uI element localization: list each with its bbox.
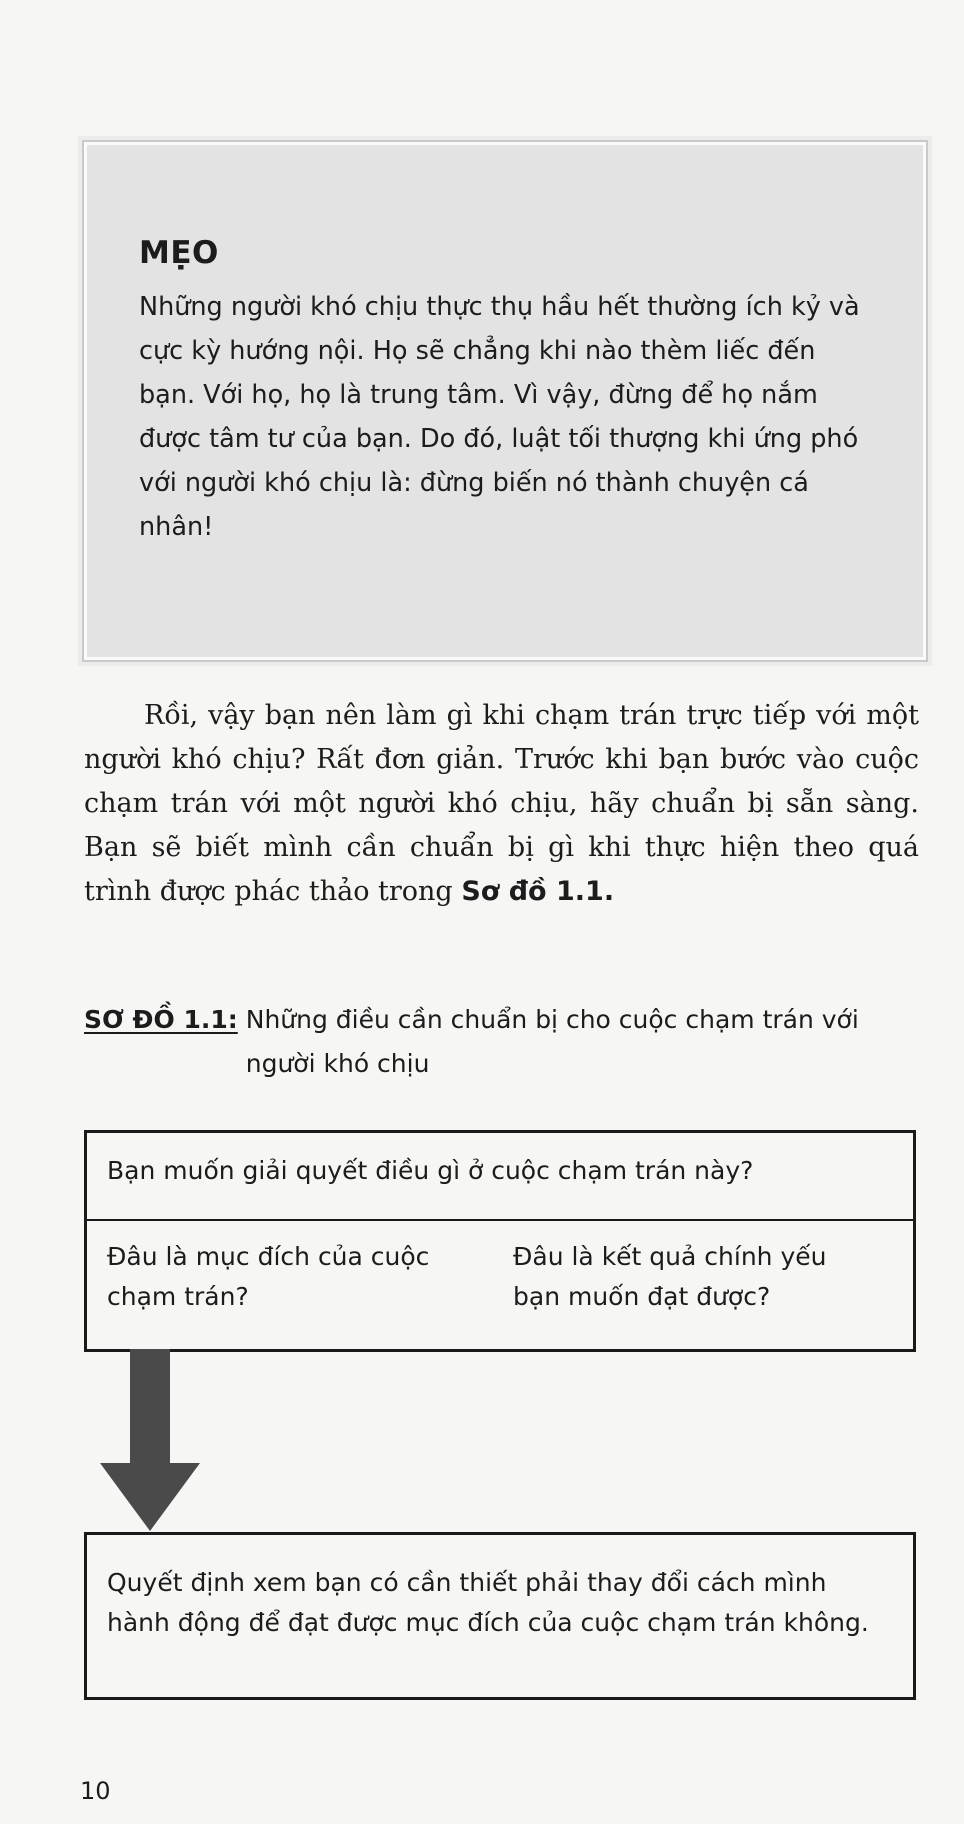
- diagram-reference: Sơ đồ 1.1.: [461, 876, 615, 907]
- diagram-caption-label: SƠ ĐỒ 1.1:: [84, 1005, 238, 1034]
- body-paragraph: [84, 694, 919, 914]
- page-number: 10: [80, 1777, 111, 1805]
- tip-box: [84, 142, 926, 660]
- diagram-main-question: Bạn muốn giải quyết điều gì ở cuộc chạm trán này?: [87, 1133, 913, 1221]
- diagram-question-purpose: Đâu là mục đích của cuộc chạm trán?: [107, 1242, 430, 1311]
- tip-title: MẸO: [139, 235, 219, 271]
- body-paragraph-text: Rồi, vậy bạn nên làm gì khi chạm trán trực tiếp với một người khó chịu? Rất đơn giản. Trước khi bạn bước vào cuộc chạm trán với một người khó chịu, hãy chuẩn bị sẵn sàng. Bạn sẽ biết mình cần chuẩn bị gì khi thực hiện theo quá trình được phác thảo trong: [84, 700, 919, 907]
- diagram-caption-text: Những điều cần chuẩn bị cho cuộc chạm trán với người khó chịu: [245, 1005, 859, 1078]
- diagram-caption: [84, 998, 924, 1086]
- diagram-decision-box: Quyết định xem bạn có cần thiết phải thay đổi cách mình hành động để đạt được mục đích của cuộc chạm trán không.: [84, 1532, 916, 1700]
- diagram-sub-questions: [87, 1221, 913, 1317]
- diagram-question-result: Đâu là kết quả chính yếu bạn muốn đạt được?: [513, 1242, 827, 1311]
- down-arrow-icon: [100, 1349, 204, 1533]
- diagram-question-box: [84, 1130, 916, 1352]
- tip-text: Những người khó chịu thực thụ hầu hết thường ích kỷ và cực kỳ hướng nội. Họ sẽ chẳng khi nào thèm liếc đến bạn. Với họ, họ là trung tâm. Vì vậy, đừng để họ nắm được tâm tư của bạn. Do đó, luật tối thượng khi ứng phó với người khó chịu là: đừng biến nó thành chuyện cá nhân!: [139, 292, 860, 542]
